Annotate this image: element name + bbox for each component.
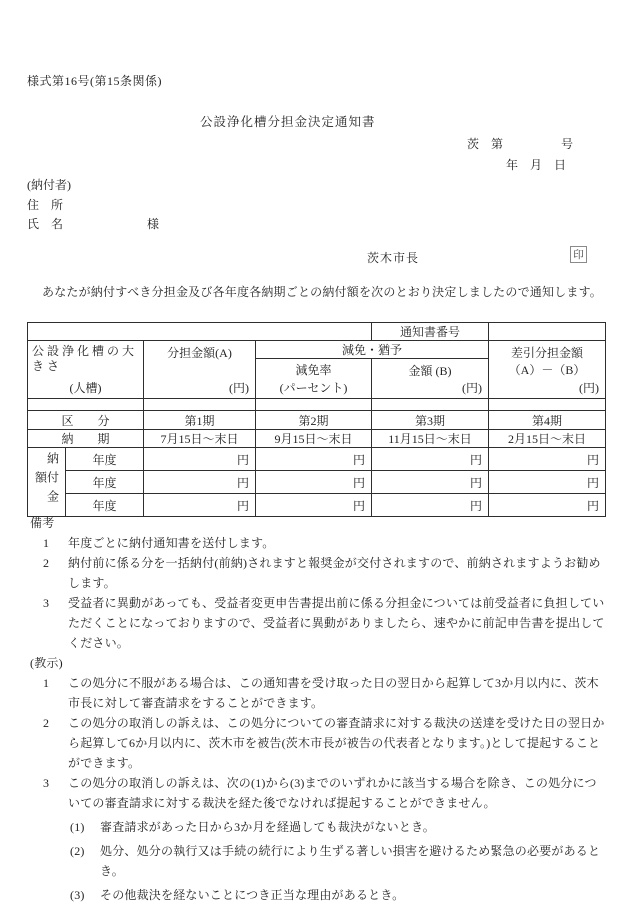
balance-unit: (円)	[579, 380, 599, 395]
yen-cell: 円	[256, 494, 372, 517]
remark-item: 1 年度ごとに納付通知書を送付します。	[43, 536, 275, 550]
header-row-top	[28, 341, 606, 359]
document-title: 公設浄化槽分担金決定通知書	[200, 115, 376, 129]
reduction-amount-label: 金額 (B)	[408, 363, 452, 378]
yen-cell: 円	[372, 471, 489, 494]
amount-a-header-cell	[144, 341, 256, 399]
doc-number-prefix: 茨 第	[467, 137, 504, 151]
address-label: 住 所	[27, 198, 64, 212]
reduction-rate-label: 減免率	[295, 363, 332, 377]
notes-section	[30, 513, 608, 905]
due-date-4: 2月15日～末日	[489, 430, 606, 448]
payer-section-label: (納付者)	[27, 178, 71, 192]
reduction-amount-unit: (円)	[462, 380, 482, 395]
reduction-header-cell: 減免・猶予	[256, 341, 489, 359]
balance-header-cell	[489, 341, 606, 399]
seal-mark: 印	[573, 250, 584, 261]
notice-number-value-cell	[489, 323, 606, 341]
notice-number-label: 通知書番号	[372, 323, 489, 341]
reduction-amount-cell	[372, 359, 489, 399]
size-header-cell	[28, 341, 144, 399]
yen-cell: 円	[489, 448, 606, 471]
remark-item: 3 受益者に異動があっても、受益者変更申告書提出前に係る分担金については前受益者に負担していただくことになっておりますので、受益者に異動がありましたら、速やかに前記申告書を提出してください。	[43, 596, 605, 650]
instructions-heading: (教示)	[30, 656, 63, 670]
yen-cell: 円	[489, 471, 606, 494]
period-2: 第2期	[256, 411, 372, 430]
payment-amount-vertical-label: 納付金額	[28, 448, 66, 517]
honorific-label: 様	[147, 217, 160, 231]
payment-row	[28, 471, 606, 494]
division-label: 区 分	[28, 411, 144, 430]
remarks-heading: 備考	[30, 516, 55, 530]
balance-formula: （A）－（B）	[508, 363, 586, 377]
form-number-note: 様式第16号(第15条関係)	[27, 74, 162, 88]
yen-cell: 円	[256, 448, 372, 471]
instruction-sub-item: (2) 処分、処分の執行又は手続の続行により生ずる著しい損害を避けるため緊急の必要があるとき。	[70, 844, 601, 878]
name-line	[27, 215, 159, 232]
yen-cell: 円	[144, 448, 256, 471]
document-number-line	[467, 135, 573, 152]
payment-table	[27, 322, 606, 517]
mayor-name: 茨木市長	[367, 251, 420, 265]
yen-cell: 円	[372, 448, 489, 471]
reduction-rate-unit: (パーセント)	[279, 381, 348, 395]
due-date-2: 9月15日～末日	[256, 430, 372, 448]
instruction-sub-item: (3) その他裁決を経ないことにつき正当な理由があるとき。	[70, 888, 405, 902]
yen-cell: 円	[372, 494, 489, 517]
amount-a-unit: (円)	[229, 380, 249, 395]
yen-cell: 円	[144, 494, 256, 517]
intro-sentence: あなたが納付すべき分担金及び各年度各納期ごとの納付額を次のとおり決定しましたので通知します。	[42, 285, 603, 299]
reduction-rate-cell	[256, 359, 372, 399]
instruction-item: 3 この処分の取消しの訴えは、次の(1)から(3)までのいずれかに該当する場合を除き、この処分についての審査請求に対する裁決を経た後でなければ提起することができません。	[43, 776, 597, 810]
instruction-item: 2 この処分の取消しの訴えは、この処分についての審査請求に対する裁決の送達を受けた日の翌日から起算して6か月以内に、茨木市を被告(茨木市長が被告の代表者となります。)として提起することができます。	[43, 716, 605, 770]
period-4: 第4期	[489, 411, 606, 430]
instruction-sub-item: (1) 審査請求があった日から3か月を経過しても裁決がないとき。	[70, 820, 436, 834]
period-1: 第1期	[144, 411, 256, 430]
due-date-row	[28, 430, 606, 448]
due-label: 納 期	[28, 430, 144, 448]
division-row	[28, 411, 606, 430]
due-date-3: 11月15日～末日	[372, 430, 489, 448]
due-date-1: 7月15日～末日	[144, 430, 256, 448]
remark-item: 2 納付前に係る分を一括納付(前納)されますと報奨金が交付されますので、前納されますようお勧めします。	[43, 556, 601, 590]
entry-row-blank	[28, 399, 606, 411]
date-line: 年 月 日	[506, 158, 567, 172]
doc-number-suffix: 号	[561, 137, 574, 151]
yen-cell: 円	[489, 494, 606, 517]
seal-box	[570, 246, 587, 263]
balance-label: 差引分担金額	[510, 345, 583, 360]
name-label: 氏 名	[27, 217, 64, 231]
payment-row	[28, 448, 606, 471]
yen-cell: 円	[144, 471, 256, 494]
notice-number-row	[28, 323, 606, 341]
size-header-unit: (人槽)	[69, 380, 102, 395]
size-header-label: 公設浄化槽の大きさ	[32, 343, 138, 374]
period-3: 第3期	[372, 411, 489, 430]
yen-cell: 円	[256, 471, 372, 494]
notice-left-blank-cell	[28, 323, 372, 341]
year-label: 年度	[66, 471, 144, 494]
year-label: 年度	[66, 494, 144, 517]
instruction-item: 1 この処分に不服がある場合は、この通知書を受け取った日の翌日から起算して3か月以内に、茨木市長に対して審査請求をすることができます。	[43, 676, 599, 710]
year-label: 年度	[66, 448, 144, 471]
amount-a-label: 分担金額(A)	[167, 345, 232, 360]
